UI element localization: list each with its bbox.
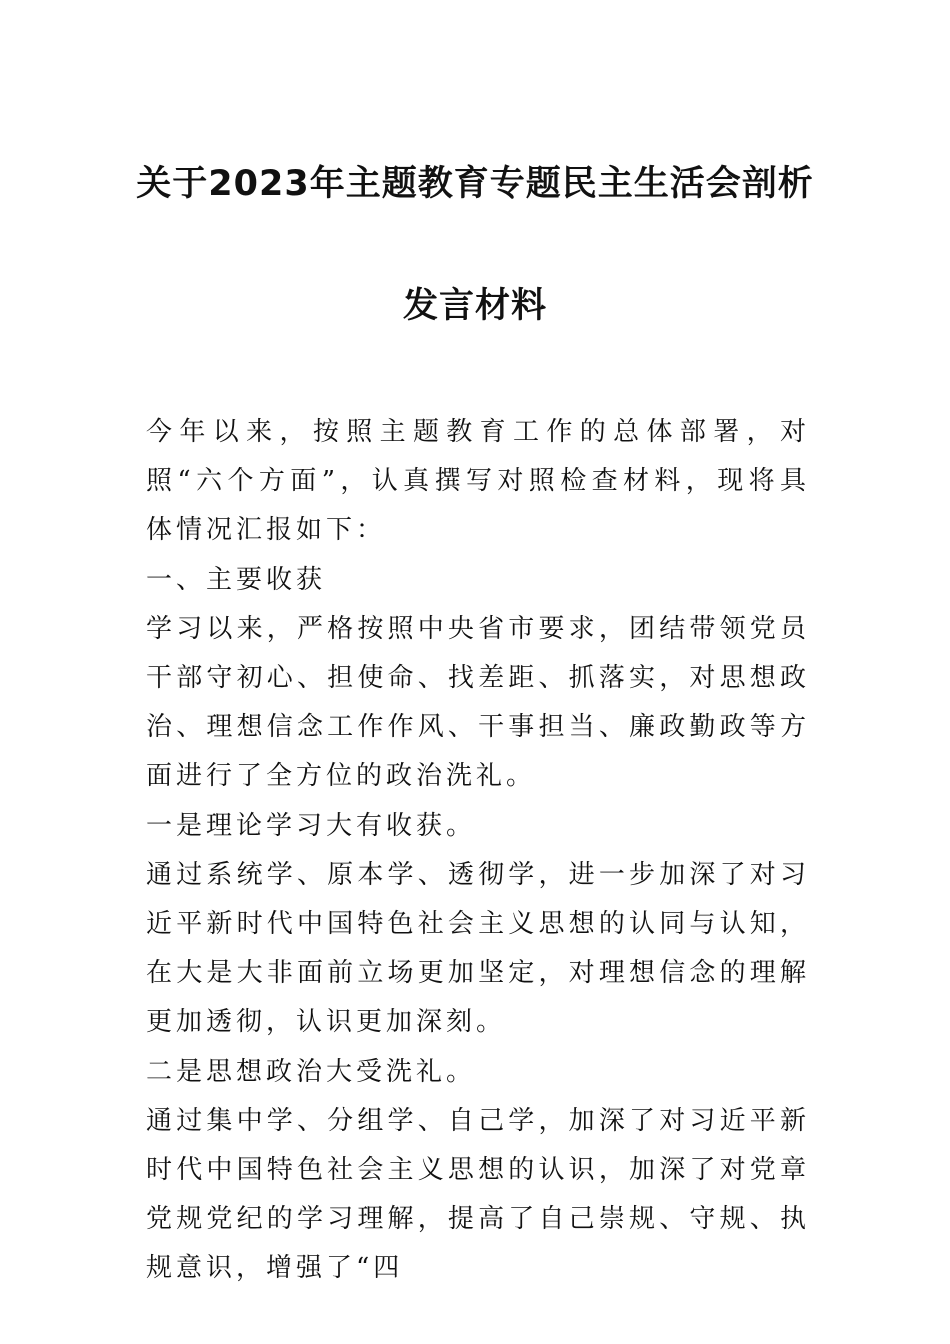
document-body xyxy=(146,408,810,1294)
section-heading-main-gains: 一、主要收获 xyxy=(146,564,327,595)
paragraph-political-thought: 通过集中学、分组学、自己学，加深了对习近平新时代中国特色社会主义思想的认识，加深了对党章党规党纪的学习理解，提高了自己崇规、守规、执规意识，增强了“四 xyxy=(146,1105,810,1284)
paragraph-theory-study: 通过系统学、原本学、透彻学，进一步加深了对习近平新时代中国特色社会主义思想的认同与认知，在大是大非面前立场更加坚定，对理想信念的理解更加透彻，认识更加深刻。 xyxy=(146,859,810,1038)
subheading-political-thought: 二是思想政治大受洗礼。 xyxy=(146,1056,477,1087)
paragraph-gains-summary: 学习以来，严格按照中央省市要求，团结带领党员干部守初心、担使命、找差距、抓落实，对思想政治、理想信念工作作风、干事担当、廉政勤政等方面进行了全方位的政治洗礼。 xyxy=(146,613,810,792)
document-title-line-2: 发言材料 xyxy=(402,286,547,326)
document-title-line-1: 关于2023年主题教育专题民主生活会剖析 xyxy=(136,164,814,204)
paragraph-intro: 今年以来，按照主题教育工作的总体部署，对照“六个方面”，认真撰写对照检查材料，现将具体情况汇报如下： xyxy=(146,417,810,546)
subheading-theory-study: 一是理论学习大有收获。 xyxy=(146,810,477,841)
